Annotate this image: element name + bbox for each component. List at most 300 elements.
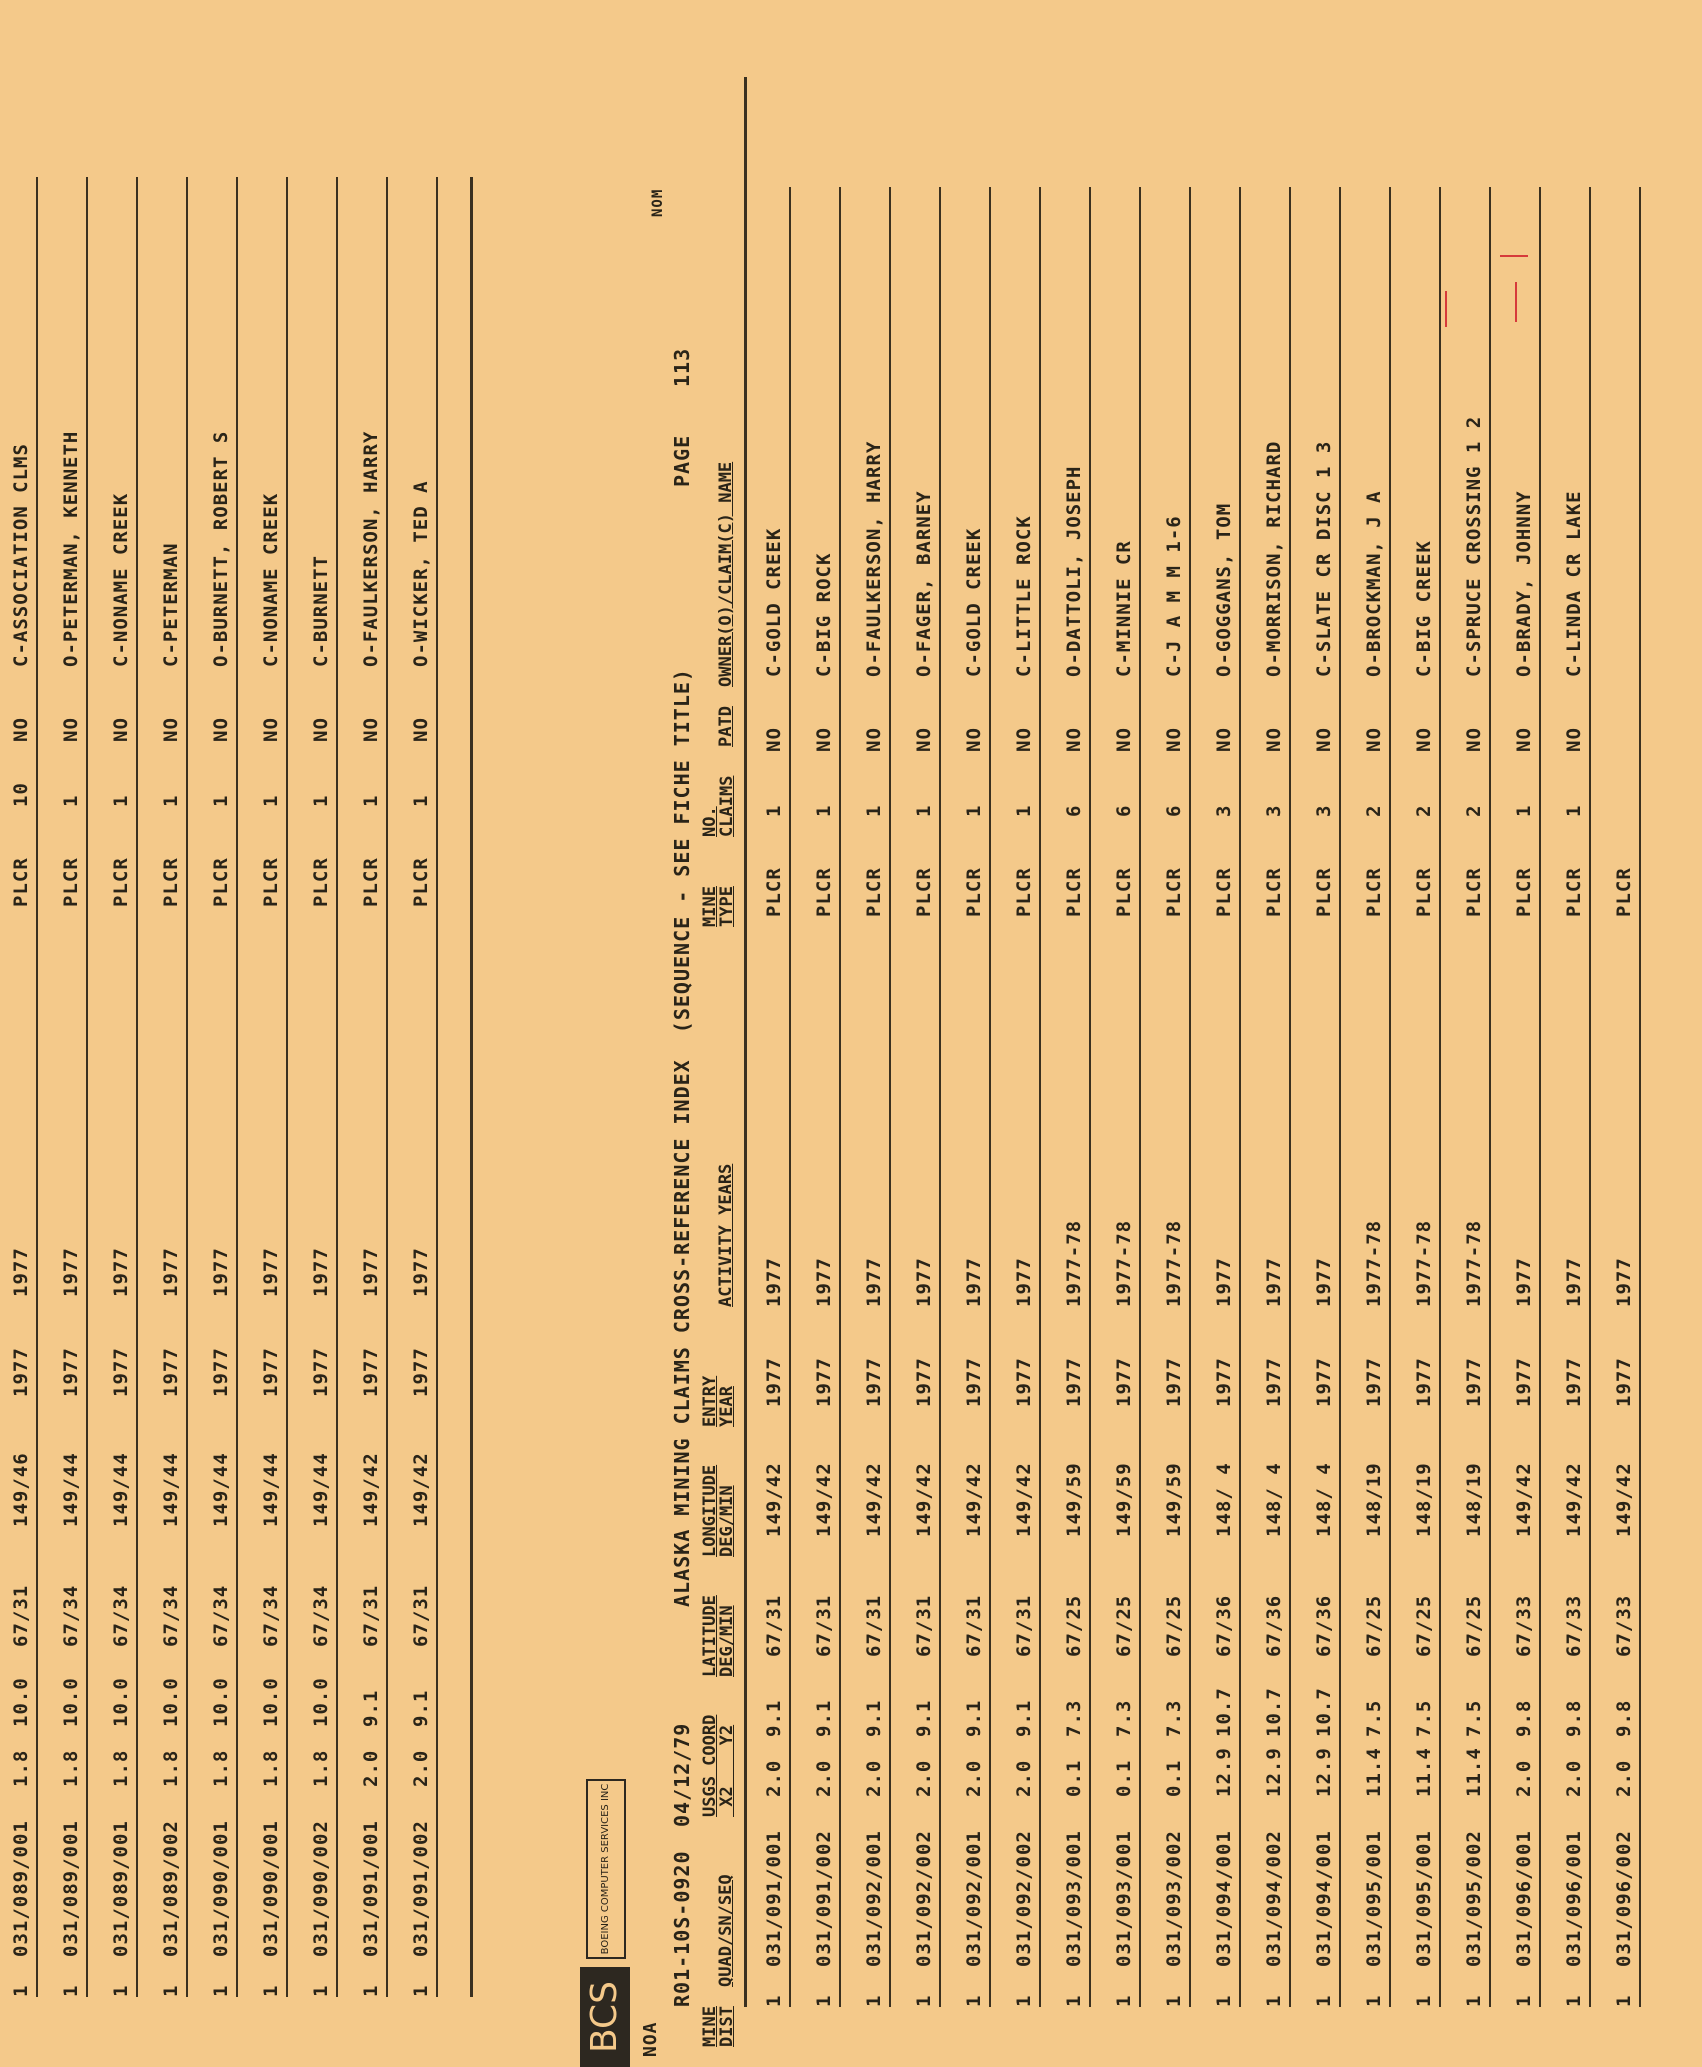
cell-dist: 1	[1613, 1994, 1635, 2007]
cell-claims: 1	[160, 794, 182, 807]
cell-type: PLCR	[410, 857, 432, 907]
cell-x2: 12.9	[1313, 1747, 1335, 1797]
cell-claims: 1	[260, 794, 282, 807]
cell-quad: 031/092/002	[913, 1830, 935, 1967]
cell-years: 1977-78	[1063, 1219, 1085, 1307]
cell-dist: 1	[110, 1984, 132, 1997]
cell-lon: 149/42	[410, 1452, 432, 1527]
row-rule	[1339, 187, 1341, 2007]
cell-lat: 67/25	[1363, 1594, 1385, 1657]
cell-years: 1977-78	[1463, 1219, 1485, 1307]
cell-owner: C-SLATE CR DISC 1 3	[1313, 440, 1335, 677]
cell-patd: NO	[913, 727, 935, 752]
cell-years: 1977-78	[1363, 1219, 1385, 1307]
row-rule	[1539, 187, 1541, 2007]
cell-y2: 9.8	[1513, 1699, 1535, 1737]
cell-dist: 1	[160, 1984, 182, 1997]
row-rule	[336, 177, 338, 1997]
cell-lon: 149/42	[1613, 1462, 1635, 1537]
cell-quad: 031/095/002	[1463, 1830, 1485, 1967]
cell-entry: 1977	[863, 1357, 885, 1407]
upper-table-section	[0, 177, 473, 1997]
cell-dist: 1	[913, 1994, 935, 2007]
cell-type: PLCR	[1413, 867, 1435, 917]
cell-dist: 1	[963, 1994, 985, 2007]
cell-entry: 1977	[1213, 1357, 1235, 1407]
col-mine-dist: MINE DIST	[700, 2006, 737, 2047]
cell-lon: 148/ 4	[1263, 1462, 1285, 1537]
section-label: NOA	[640, 2021, 661, 2057]
cell-claims: 1	[60, 794, 82, 807]
cell-x2: 2.0	[410, 1749, 432, 1787]
cell-patd: NO	[260, 717, 282, 742]
cell-years: 1977-78	[1163, 1219, 1185, 1307]
cell-lon: 149/42	[813, 1462, 835, 1537]
cell-entry: 1977	[10, 1347, 32, 1397]
row-rule	[236, 177, 238, 1997]
cell-owner: C-ASSOCIATION CLMS	[10, 443, 32, 667]
cell-x2: 2.0	[913, 1759, 935, 1797]
cell-lat: 67/31	[913, 1594, 935, 1657]
cell-dist: 1	[1413, 1994, 1435, 2007]
cell-entry: 1977	[160, 1347, 182, 1397]
cell-owner: O-PETERMAN, KENNETH	[60, 430, 82, 667]
cell-y2: 7.3	[1113, 1699, 1135, 1737]
cell-type: PLCR	[1163, 867, 1185, 917]
cell-quad: 031/096/001	[1513, 1830, 1535, 1967]
cell-lat: 67/34	[310, 1584, 332, 1647]
cell-quad: 031/095/001	[1363, 1830, 1385, 1967]
cell-owner: O-FAULKERSON, HARRY	[360, 430, 382, 667]
cell-type: PLCR	[863, 867, 885, 917]
cell-lon: 149/59	[1063, 1462, 1085, 1537]
cell-years: 1977	[1613, 1257, 1635, 1307]
cell-owner: O-MORRISON, RICHARD	[1263, 440, 1285, 677]
cell-type: PLCR	[310, 857, 332, 907]
cell-lat: 67/31	[763, 1594, 785, 1657]
cell-lat: 67/31	[963, 1594, 985, 1657]
cell-entry: 1977	[963, 1357, 985, 1407]
cell-lat: 67/31	[813, 1594, 835, 1657]
cell-lon: 148/19	[1413, 1462, 1435, 1537]
cell-y2: 9.1	[913, 1699, 935, 1737]
cell-type: PLCR	[963, 867, 985, 917]
cell-quad: 031/090/002	[310, 1820, 332, 1957]
cell-type: PLCR	[1063, 867, 1085, 917]
cell-years: 1977	[110, 1247, 132, 1297]
cell-x2: 1.8	[60, 1749, 82, 1787]
cell-owner: C-MINNIE CR	[1113, 540, 1135, 677]
cell-x2: 1.8	[260, 1749, 282, 1787]
cell-lat: 67/25	[1463, 1594, 1485, 1657]
cell-entry: 1977	[60, 1347, 82, 1397]
page-number: 113	[670, 347, 694, 387]
cell-dist: 1	[1213, 1994, 1235, 2007]
cell-quad: 031/093/002	[1163, 1830, 1185, 1967]
cell-y2: 9.1	[1013, 1699, 1035, 1737]
row-rule	[186, 177, 188, 1997]
cell-y2: 10.7	[1263, 1687, 1285, 1737]
cell-owner: C-J A M M 1-6	[1163, 515, 1185, 677]
cell-entry: 1977	[763, 1357, 785, 1407]
cell-quad: 031/093/001	[1113, 1830, 1135, 1967]
cell-y2: 10.0	[310, 1677, 332, 1727]
row-rule	[939, 187, 941, 2007]
cell-y2: 9.1	[963, 1699, 985, 1737]
cell-x2: 2.0	[1563, 1759, 1585, 1797]
cell-owner: C-LINDA CR LAKE	[1563, 490, 1585, 677]
cell-dist: 1	[763, 1994, 785, 2007]
cell-type: PLCR	[210, 857, 232, 907]
cell-entry: 1977	[210, 1347, 232, 1397]
cell-y2: 9.1	[813, 1699, 835, 1737]
cell-y2: 9.1	[410, 1689, 432, 1727]
cell-patd: NO	[210, 717, 232, 742]
row-rule	[436, 177, 438, 1997]
cell-lon: 149/42	[763, 1462, 785, 1537]
cell-type: PLCR	[110, 857, 132, 907]
cell-entry: 1977	[813, 1357, 835, 1407]
cell-lat: 67/36	[1313, 1594, 1335, 1657]
cell-x2: 2.0	[1013, 1759, 1035, 1797]
cell-x2: 2.0	[1613, 1759, 1635, 1797]
cell-years: 1977	[410, 1247, 432, 1297]
cell-years: 1977	[963, 1257, 985, 1307]
cell-claims: 1	[963, 804, 985, 817]
cell-lat: 67/36	[1213, 1594, 1235, 1657]
cell-quad: 031/090/001	[260, 1820, 282, 1957]
cell-lon: 149/42	[1013, 1462, 1035, 1537]
cell-x2: 1.8	[160, 1749, 182, 1787]
cell-patd: NO	[410, 717, 432, 742]
row-rule	[1039, 187, 1041, 2007]
cell-lat: 67/33	[1563, 1594, 1585, 1657]
col-longitude: LONGITUDE DEG/MIN	[700, 1464, 737, 1557]
cell-quad: 031/092/001	[963, 1830, 985, 1967]
cell-y2: 9.1	[763, 1699, 785, 1737]
cell-entry: 1977	[913, 1357, 935, 1407]
cell-type: PLCR	[360, 857, 382, 907]
cell-patd: NO	[10, 717, 32, 742]
cell-quad: 031/092/002	[1013, 1830, 1035, 1967]
cell-type: PLCR	[913, 867, 935, 917]
cell-type: PLCR	[1263, 867, 1285, 917]
cell-entry: 1977	[1113, 1357, 1135, 1407]
cell-type: PLCR	[260, 857, 282, 907]
cell-lon: 148/ 4	[1313, 1462, 1335, 1537]
cell-lat: 67/25	[1063, 1594, 1085, 1657]
cell-quad: 031/091/001	[763, 1830, 785, 1967]
cell-x2: 2.0	[813, 1759, 835, 1797]
cell-dist: 1	[1463, 1994, 1485, 2007]
cell-y2: 10.0	[210, 1677, 232, 1727]
cell-dist: 1	[1113, 1994, 1135, 2007]
cell-patd: NO	[110, 717, 132, 742]
cell-lat: 67/34	[160, 1584, 182, 1647]
cell-type: PLCR	[813, 867, 835, 917]
cell-quad: 031/091/002	[813, 1830, 835, 1967]
cell-x2: 2.0	[360, 1749, 382, 1787]
cell-years: 1977	[813, 1257, 835, 1307]
cell-claims: 10	[10, 782, 32, 807]
cell-type: PLCR	[763, 867, 785, 917]
cell-years: 1977	[10, 1247, 32, 1297]
cell-type: PLCR	[1513, 867, 1535, 917]
cell-lat: 67/34	[110, 1584, 132, 1647]
cell-entry: 1977	[1513, 1357, 1535, 1407]
cell-x2: 0.1	[1113, 1759, 1135, 1797]
report-code: R01-10S-0920	[670, 1850, 694, 2007]
cell-owner: C-GOLD CREEK	[763, 527, 785, 677]
cell-patd: NO	[160, 717, 182, 742]
cell-claims: 3	[1213, 804, 1235, 817]
cell-x2: 11.4	[1413, 1747, 1435, 1797]
cell-quad: 031/089/001	[10, 1820, 32, 1957]
cell-lon: 149/42	[360, 1452, 382, 1527]
cell-x2: 2.0	[763, 1759, 785, 1797]
cell-claims: 1	[1013, 804, 1035, 817]
cell-quad: 031/094/001	[1313, 1830, 1335, 1967]
cell-years: 1977	[863, 1257, 885, 1307]
cell-patd: NO	[1463, 727, 1485, 752]
cell-owner: C-PETERMAN	[160, 542, 182, 667]
cell-lon: 149/44	[210, 1452, 232, 1527]
cell-lon: 149/42	[913, 1462, 935, 1537]
cell-years: 1977	[260, 1247, 282, 1297]
cell-lat: 67/36	[1263, 1594, 1285, 1657]
cell-lat: 67/31	[863, 1594, 885, 1657]
cell-patd: NO	[1063, 727, 1085, 752]
cell-years: 1977-78	[1413, 1219, 1435, 1307]
cell-years: 1977	[1263, 1257, 1285, 1307]
cell-y2: 10.0	[160, 1677, 182, 1727]
cell-patd: NO	[360, 717, 382, 742]
cell-type: PLCR	[1213, 867, 1235, 917]
cell-type: PLCR	[1013, 867, 1035, 917]
cell-lat: 67/34	[260, 1584, 282, 1647]
cell-entry: 1977	[1463, 1357, 1485, 1407]
cell-x2: 1.8	[10, 1749, 32, 1787]
cell-patd: NO	[1313, 727, 1335, 752]
cell-quad: 031/094/001	[1213, 1830, 1235, 1967]
bcs-logo	[580, 1777, 630, 2067]
cell-y2: 7.3	[1163, 1699, 1185, 1737]
cell-claims: 1	[1563, 804, 1585, 817]
row-rule	[789, 187, 791, 2007]
cell-entry: 1977	[1613, 1357, 1635, 1407]
cell-lon: 149/59	[1163, 1462, 1185, 1537]
cell-years: 1977	[763, 1257, 785, 1307]
cell-lat: 67/31	[10, 1584, 32, 1647]
cell-dist: 1	[1063, 1994, 1085, 2007]
cell-lat: 67/25	[1113, 1594, 1135, 1657]
cell-y2: 10.7	[1213, 1687, 1235, 1737]
cell-quad: 031/096/001	[1563, 1830, 1585, 1967]
cell-x2: 11.4	[1363, 1747, 1385, 1797]
cell-years: 1977	[1013, 1257, 1035, 1307]
cell-dist: 1	[813, 1994, 835, 2007]
cell-entry: 1977	[1013, 1357, 1035, 1407]
cell-lon: 149/42	[1513, 1462, 1535, 1537]
cell-lon: 149/44	[110, 1452, 132, 1527]
cell-dist: 1	[1013, 1994, 1035, 2007]
cell-lat: 67/25	[1413, 1594, 1435, 1657]
cell-quad: 031/091/002	[410, 1820, 432, 1957]
row-rule	[839, 187, 841, 2007]
cell-entry: 1977	[1263, 1357, 1285, 1407]
cell-lat: 67/31	[410, 1584, 432, 1647]
cell-y2: 10.7	[1313, 1687, 1335, 1737]
cell-quad: 031/094/002	[1263, 1830, 1285, 1967]
cell-x2: 12.9	[1263, 1747, 1285, 1797]
cell-owner: O-FAGER, BARNEY	[913, 490, 935, 677]
cell-patd: NO	[1413, 727, 1435, 752]
cell-years: 1977	[1313, 1257, 1335, 1307]
cell-owner: O-DATTOLI, JOSEPH	[1063, 465, 1085, 677]
logo-mark: BCS	[580, 1967, 630, 2067]
cell-type: PLCR	[1363, 867, 1385, 917]
cell-y2: 9.8	[1563, 1699, 1585, 1737]
cell-claims: 3	[1313, 804, 1335, 817]
cell-entry: 1977	[1413, 1357, 1435, 1407]
logo-company-name: BOEING COMPUTER SERVICES INC	[586, 1779, 626, 1959]
cell-type: PLCR	[1563, 867, 1585, 917]
cell-lon: 149/44	[260, 1452, 282, 1527]
row-rule	[1289, 187, 1291, 2007]
cell-y2: 10.0	[260, 1677, 282, 1727]
cell-claims: 1	[310, 794, 332, 807]
cell-x2: 2.0	[1513, 1759, 1535, 1797]
lower-table-section	[640, 77, 1670, 2057]
col-activity: ACTIVITY YEARS	[716, 1163, 736, 1307]
row-rule	[1489, 187, 1491, 2007]
col-usgs: USGS COORD X2 Y2	[700, 1714, 737, 1817]
cell-claims: 1	[410, 794, 432, 807]
cell-owner: O-BROCKMAN, J A	[1363, 490, 1385, 677]
cell-owner: O-BURNETT, ROBERT S	[210, 430, 232, 667]
cell-claims: 2	[1463, 804, 1485, 817]
cell-patd: NO	[1163, 727, 1185, 752]
cell-y2: 10.0	[10, 1677, 32, 1727]
cell-entry: 1977	[410, 1347, 432, 1397]
cell-x2: 11.4	[1463, 1747, 1485, 1797]
cell-patd: NO	[1513, 727, 1535, 752]
row-rule	[1089, 187, 1091, 2007]
cell-lat: 67/33	[1513, 1594, 1535, 1657]
cell-type: PLCR	[1113, 867, 1135, 917]
cell-y2: 9.1	[360, 1689, 382, 1727]
cell-y2: 7.5	[1463, 1699, 1485, 1737]
cell-x2: 0.1	[1063, 1759, 1085, 1797]
cell-claims: 6	[1063, 804, 1085, 817]
col-patd: PATD	[716, 706, 736, 747]
cell-entry: 1977	[1563, 1357, 1585, 1407]
cell-years: 1977	[360, 1247, 382, 1297]
cell-dist: 1	[1513, 1994, 1535, 2007]
cell-quad: 031/092/001	[863, 1830, 885, 1967]
cell-dist: 1	[210, 1984, 232, 1997]
cell-dist: 1	[863, 1994, 885, 2007]
cell-entry: 1977	[110, 1347, 132, 1397]
cell-owner: C-GOLD CREEK	[963, 527, 985, 677]
cell-years: 1977	[1213, 1257, 1235, 1307]
row-rule	[1239, 187, 1241, 2007]
page-label: PAGE	[670, 434, 694, 487]
row-rule	[36, 177, 38, 1997]
cell-dist: 1	[1563, 1994, 1585, 2007]
cell-owner: C-LITTLE ROCK	[1013, 515, 1035, 677]
cell-lat: 67/34	[60, 1584, 82, 1647]
cell-type: PLCR	[1313, 867, 1335, 917]
cell-dist: 1	[60, 1984, 82, 1997]
cell-years: 1977	[160, 1247, 182, 1297]
cell-patd: NO	[763, 727, 785, 752]
corner-code: NOM	[650, 188, 666, 217]
cell-patd: NO	[1213, 727, 1235, 752]
cell-years: 1977	[1563, 1257, 1585, 1307]
cell-patd: NO	[60, 717, 82, 742]
cell-entry: 1977	[260, 1347, 282, 1397]
cell-lon: 149/44	[60, 1452, 82, 1527]
cell-claims: 1	[1513, 804, 1535, 817]
cell-owner: O-WICKER, TED A	[410, 480, 432, 667]
cell-claims: 3	[1263, 804, 1285, 817]
cell-y2: 10.0	[60, 1677, 82, 1727]
cell-lon: 149/42	[863, 1462, 885, 1537]
cell-years: 1977-78	[1113, 1219, 1135, 1307]
cell-owner: C-BIG ROCK	[813, 552, 835, 677]
cell-lat: 67/31	[1013, 1594, 1035, 1657]
cell-patd: NO	[813, 727, 835, 752]
cell-lon: 149/44	[160, 1452, 182, 1527]
cell-quad: 031/096/002	[1613, 1830, 1635, 1967]
cell-claims: 1	[360, 794, 382, 807]
row-rule	[1189, 187, 1191, 2007]
cell-type: PLCR	[160, 857, 182, 907]
col-latitude: LATITUDE DEG/MIN	[700, 1595, 737, 1677]
cell-lon: 148/19	[1463, 1462, 1485, 1537]
cell-y2: 7.5	[1413, 1699, 1435, 1737]
cell-lon: 149/44	[310, 1452, 332, 1527]
cell-lat: 67/34	[210, 1584, 232, 1647]
cell-claims: 1	[913, 804, 935, 817]
cell-quad: 031/089/001	[110, 1820, 132, 1957]
cell-patd: NO	[1263, 727, 1285, 752]
cell-lon: 149/42	[963, 1462, 985, 1537]
cell-x2: 1.8	[110, 1749, 132, 1787]
cell-owner: C-NONAME CREEK	[110, 492, 132, 667]
row-rule	[386, 177, 388, 1997]
cell-years: 1977	[1513, 1257, 1535, 1307]
cell-patd: NO	[310, 717, 332, 742]
cell-claims: 6	[1163, 804, 1185, 817]
row-rule	[86, 177, 88, 1997]
row-rule	[989, 187, 991, 2007]
row-rule	[1589, 187, 1591, 2007]
cell-lat: 67/33	[1613, 1594, 1635, 1657]
cell-dist: 1	[410, 1984, 432, 1997]
row-rule	[1639, 187, 1641, 2007]
cell-quad: 031/093/001	[1063, 1830, 1085, 1967]
cell-quad: 031/095/001	[1413, 1830, 1435, 1967]
cell-entry: 1977	[1063, 1357, 1085, 1407]
cell-entry: 1977	[1363, 1357, 1385, 1407]
cell-lon: 148/19	[1363, 1462, 1385, 1537]
col-claims: NO. CLAIMS	[700, 775, 737, 837]
row-rule	[1389, 187, 1391, 2007]
report-title: ALASKA MINING CLAIMS CROSS-REFERENCE INDEX (SEQUENCE - SEE FICHE TITLE)	[670, 668, 694, 1607]
cell-claims: 1	[863, 804, 885, 817]
